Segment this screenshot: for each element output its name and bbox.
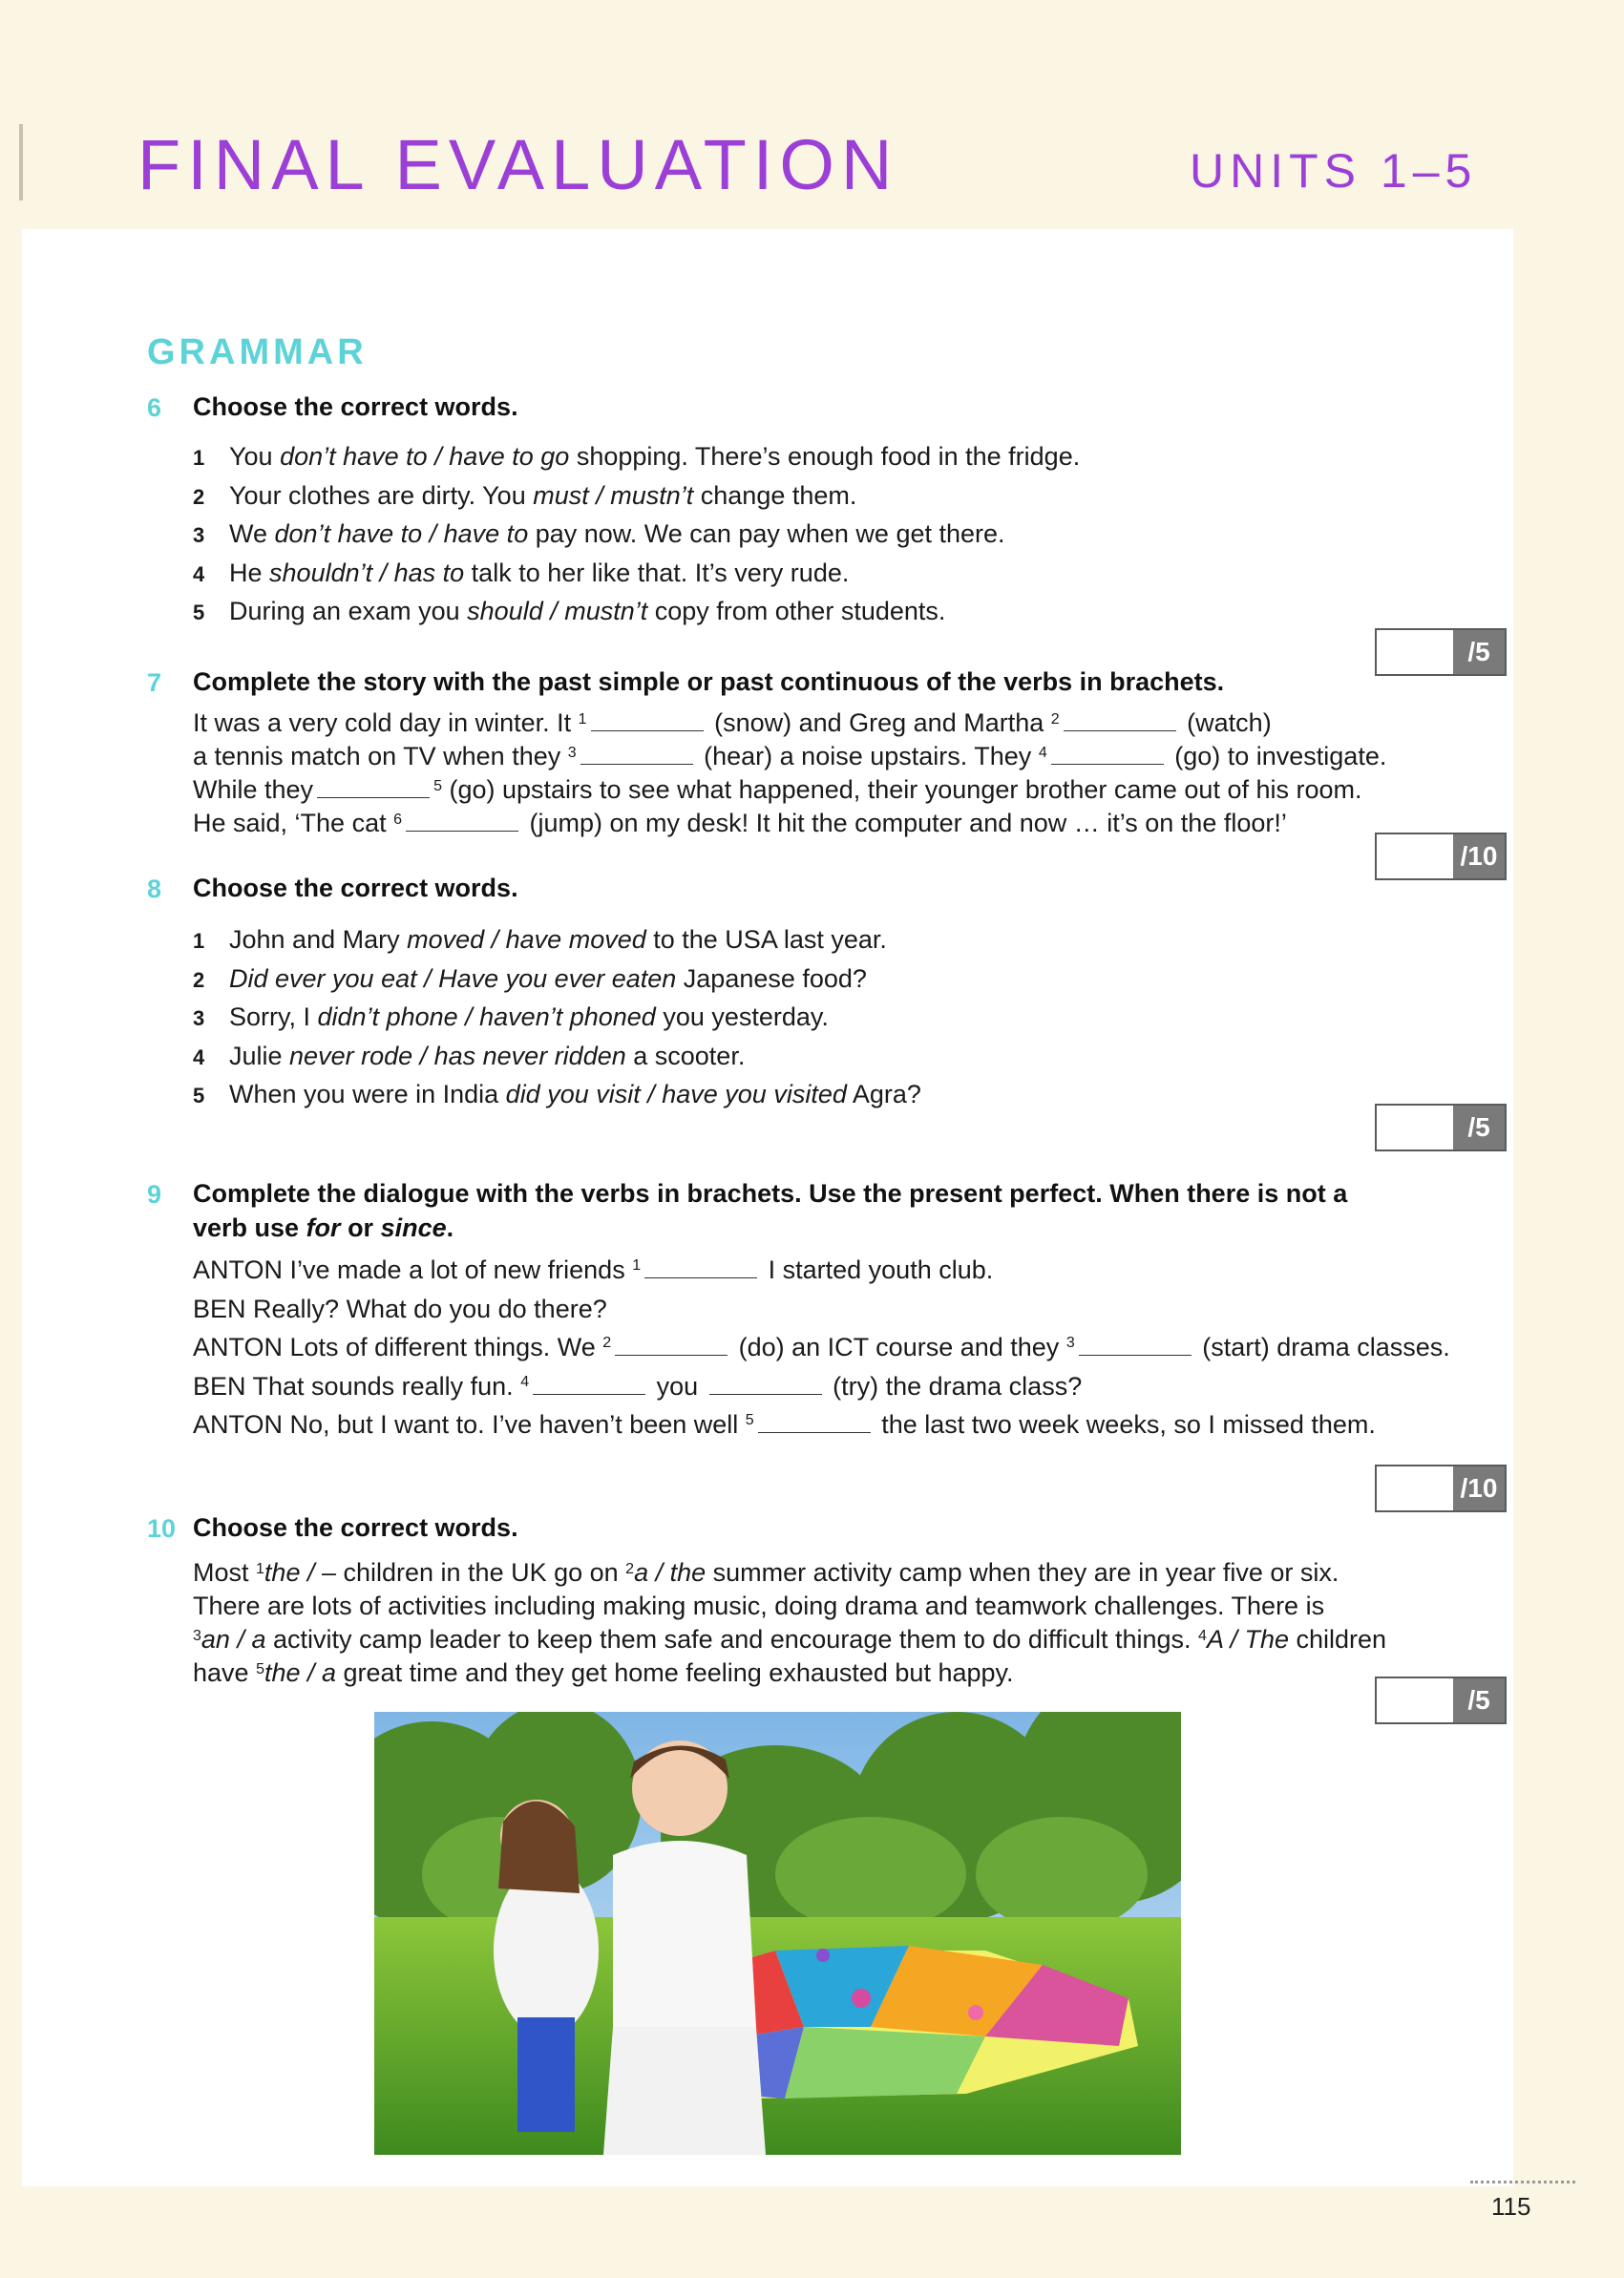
- blank-1[interactable]: [644, 1258, 757, 1278]
- list-item: 2 Did ever you eat / Have you ever eaten Japanese food?: [193, 963, 867, 993]
- exercise-7-title: Complete the story with the past simple or past continuous of the verbs in brachets.: [193, 667, 1225, 696]
- page-number-rule: [1470, 2181, 1575, 2183]
- exercise-9-dialogue: ANTON I’ve made a lot of new friends $^1$ I started youth club. BEN Really? What do you do there? ANTON Lots of different things. We $^2$ (do) an ICT course and they $^3$ (start) drama classes. BEN That sounds really fun. $^4$ you (try) the drama class? ANTON No, but I want to. I’ve haven’t been well $^5$ the last two week weeks, so I missed them.: [193, 1255, 1450, 1439]
- blank-3[interactable]: [580, 745, 693, 765]
- list-item: 4 Julie never rode / has never ridden a scooter.: [193, 1041, 746, 1070]
- exercise-10-title: Choose the correct words.: [193, 1513, 518, 1542]
- exercise-6-number: 6: [147, 393, 162, 422]
- list-item: 3 Sorry, I didn’t phone / haven’t phoned you yesterday.: [193, 1002, 829, 1031]
- page-number: 115: [1491, 2192, 1531, 2221]
- blank-4b[interactable]: [709, 1375, 822, 1395]
- list-item: 3 We don’t have to / have to pay now. We can pay when we get there.: [193, 519, 1005, 548]
- blank-2[interactable]: [615, 1336, 728, 1356]
- blank-5[interactable]: [758, 1413, 871, 1433]
- exercise-8-title: Choose the correct words.: [193, 874, 518, 902]
- list-item: 5 During an exam you should / mustn’t copy from other students.: [193, 597, 946, 625]
- page-title: FINAL EVALUATION: [137, 125, 899, 204]
- exercise-9-title: Complete the dialogue with the verbs in brachets. Use the present perfect. When there is not a verb use for or since.: [193, 1179, 1348, 1242]
- exercise-8-score-box: /5: [1375, 1104, 1507, 1151]
- units-label: UNITS 1–5: [1190, 144, 1478, 198]
- blank-4[interactable]: [1051, 745, 1164, 765]
- blank-5[interactable]: [317, 778, 430, 798]
- blank-3[interactable]: [1079, 1336, 1192, 1356]
- left-margin: [0, 0, 22, 2278]
- exercise-8-number: 8: [147, 875, 162, 903]
- exercise-10-score-box: /5: [1375, 1677, 1507, 1724]
- blank-4[interactable]: [533, 1375, 645, 1395]
- blank-6[interactable]: [406, 812, 518, 832]
- blank-2[interactable]: [1064, 711, 1176, 731]
- list-item: 5 When you were in India did you visit / have you visited Agra?: [193, 1080, 921, 1108]
- children-parachute-photo: [374, 1712, 1181, 2155]
- section-heading: GRAMMAR: [147, 332, 368, 372]
- exercise-7-story: It was a very cold day in winter. It $^1$ (snow) and Greg and Martha $^2$ (watch) a tennis match on TV when they $^3$ (hear) a noise upstairs. They $^4$ (go) to investigate. While they $^5$ (go) upstairs to see what happened, their younger brother came out of his room. He said, ‘The cat $^6$ (jump) on my desk! It hit the computer and now … it’s on the floor!’: [193, 708, 1387, 837]
- exercise-6-score-box: /5: [1375, 628, 1507, 676]
- exercise-7-score-box: /10: [1375, 833, 1507, 880]
- list-item: 4 He shouldn’t / has to talk to her like that. It’s very rude.: [193, 558, 850, 587]
- exercise-6-items: [193, 437, 1080, 631]
- blank-1[interactable]: [591, 711, 704, 731]
- exercise-10-number: 10: [147, 1514, 177, 1543]
- list-item: 1 John and Mary moved / have moved to the USA last year.: [193, 925, 887, 954]
- list-item: 2 Your clothes are dirty. You must / mustn’t change them.: [193, 480, 857, 510]
- exercise-7-number: 7: [147, 668, 162, 697]
- left-mark: [19, 124, 23, 200]
- list-item: 1 You don’t have to / have to go shopping. There’s enough food in the fridge.: [193, 442, 1081, 471]
- exercise-9-number: 9: [147, 1180, 162, 1209]
- exercise-9-score-box: /10: [1375, 1465, 1507, 1512]
- footer-band: [22, 2186, 1624, 2278]
- exercise-8-items: [193, 920, 921, 1114]
- exercise-6-title: Choose the correct words.: [193, 392, 518, 421]
- exercise-10-text: Most $^1$the / – children in the UK go on $^2$a / the summer activity camp when they are in year five or six. There are lots of activities including making music, doing drama and teamwork challenges. There is $^3$an / a activity camp leader to keep them safe and encourage them to do difficult things. $^4$A / The children have $^5$the / a great time and they get home feeling exhausted but happy.: [193, 1558, 1387, 1687]
